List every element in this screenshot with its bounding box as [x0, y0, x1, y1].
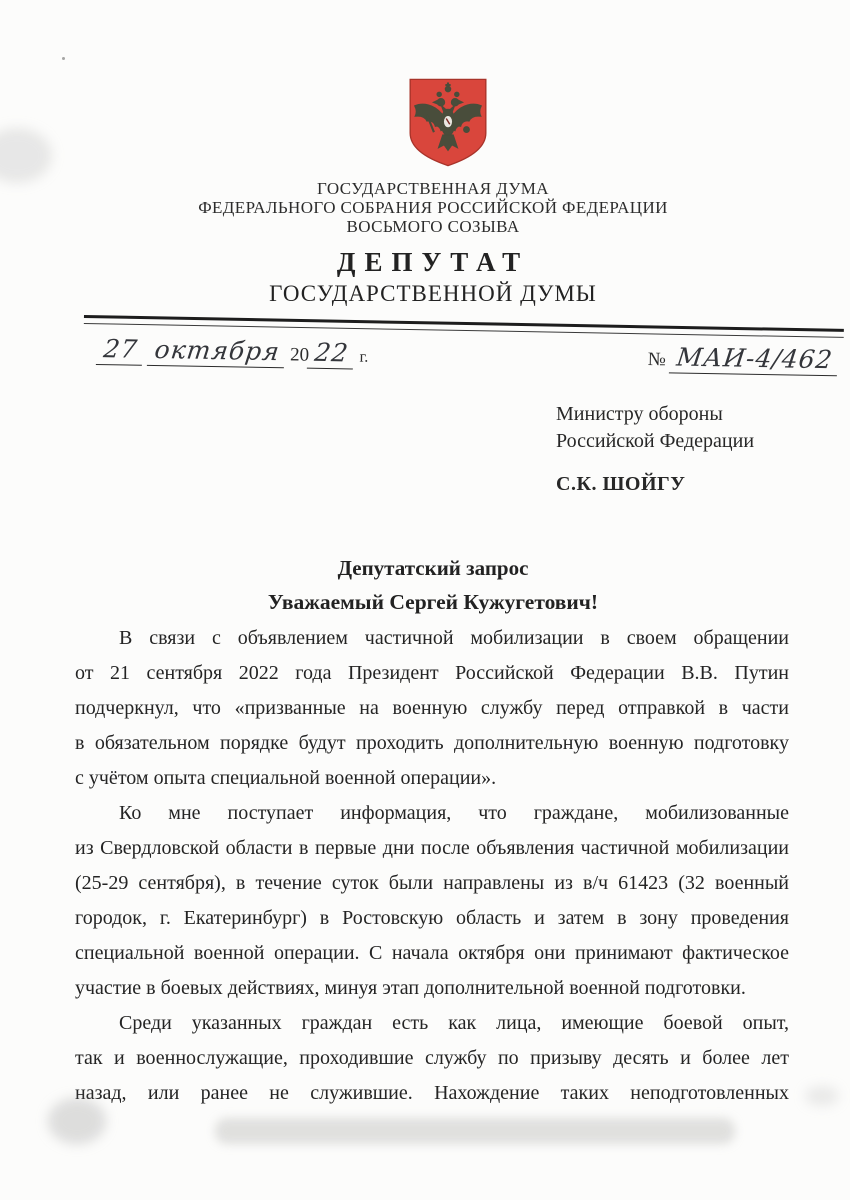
number-label: №	[647, 348, 667, 371]
body-line: подчеркнул, что «призванные на военную службу перед отправкой в части	[75, 697, 789, 719]
org-name-line2: ФЕДЕРАЛЬНОГО СОБРАНИЯ РОССИЙСКОЙ ФЕДЕРАЦИИ	[198, 198, 668, 217]
scan-smudge-bleedthrough	[215, 1118, 735, 1144]
body-line: участие в боевых действиях, минуя этап дополнительной военной подготовки.	[75, 977, 746, 999]
body-line: из Свердловской области в первые дни после объявления частичной мобилизации	[75, 837, 789, 859]
date-month-handwritten: октября	[146, 335, 287, 368]
date-suffix: г.	[359, 348, 369, 366]
scan-smudge	[0, 128, 52, 183]
addressee-line2: Российской Федерации	[556, 430, 755, 452]
addressee-name: С.К. ШОЙГУ	[556, 473, 686, 495]
addressee-line1: Министру обороны	[556, 403, 723, 425]
reference-number	[647, 342, 838, 376]
number-value-handwritten: МАИ-4/462	[669, 342, 841, 376]
letter-salutation: Уважаемый Сергей Кужугетович!	[267, 590, 599, 614]
body-line: В связи с объявлением частичной мобилизации в своем обращении	[119, 627, 789, 649]
org-name-line3: ВОСЬМОГО СОЗЫВА	[346, 217, 520, 236]
reference-date	[97, 334, 368, 370]
body-line: назад, или ранее не служившие. Нахождение таких неподготовленных	[75, 1082, 789, 1104]
body-line: так и военнослужащие, проходившие службу по призыву десять и более лет	[75, 1047, 789, 1069]
emblem-svg	[404, 76, 492, 169]
scan-smudge	[805, 1086, 839, 1106]
letterhead-title-duma: ГОСУДАРСТВЕННОЙ ДУМЫ	[269, 281, 597, 306]
date-day-handwritten: 27	[96, 334, 146, 366]
body-line: Ко мне поступает информация, что граждане, мобилизованные	[119, 802, 789, 824]
date-year-handwritten: 22	[307, 338, 357, 370]
letter-subject: Депутатский запрос	[337, 556, 529, 580]
addressee-block	[556, 401, 754, 498]
body-line: городок, г. Екатеринбург) в Ростовскую область и затем в зону проведения	[75, 907, 789, 929]
body-line: специальной военной операции. С начала октября они принимают фактическое	[75, 942, 789, 964]
body-line: (25-29 сентября), в течение суток были направлены из в/ч 61423 (32 военный	[75, 872, 789, 894]
letterhead-divider-rule	[84, 315, 844, 338]
russia-coat-of-arms-icon	[404, 76, 492, 169]
letter-body	[75, 621, 789, 1111]
letterhead-title-deputy: ДЕПУТАТ	[336, 247, 530, 277]
body-line: Среди указанных граждан есть как лица, имеющие боевой опыт,	[119, 1012, 789, 1034]
body-line: в обязательном порядке будут проходить дополнительную военную подготовку	[75, 732, 789, 754]
body-line: от 21 сентября 2022 года Президент Российской Федерации В.В. Путин	[75, 662, 789, 684]
scan-dot-artifact	[62, 57, 65, 60]
body-line: с учётом опыта специальной военной операции».	[75, 767, 497, 789]
org-name-line1: ГОСУДАРСТВЕННАЯ ДУМА	[317, 179, 549, 198]
date-century-printed: 20	[289, 344, 310, 366]
